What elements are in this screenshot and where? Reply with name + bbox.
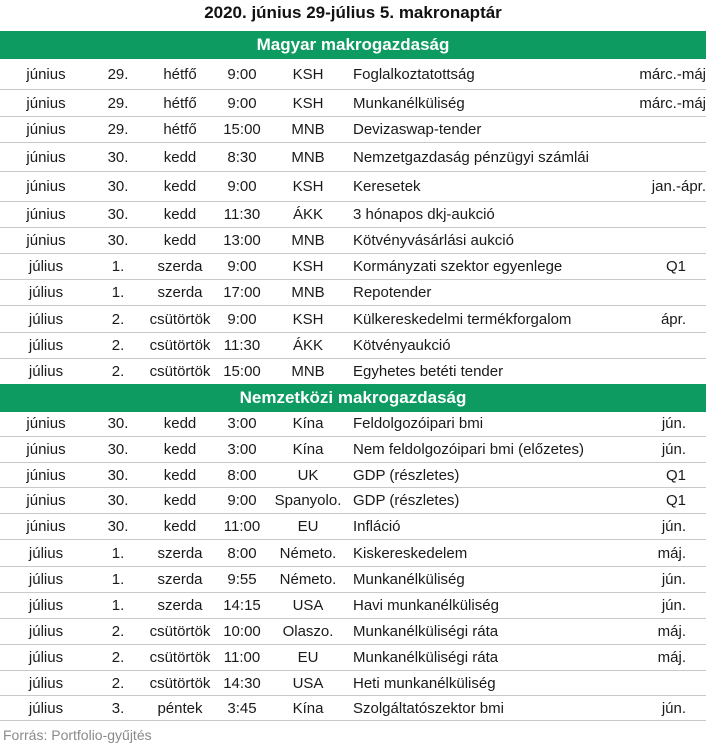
month-cell: július	[28, 699, 64, 717]
event-cell: Egyhetes betéti tender	[353, 363, 504, 380]
month-cell: július	[28, 597, 64, 614]
source-cell: USA	[292, 674, 324, 692]
source-cell: Spanyolo.	[274, 492, 342, 509]
day-cell: 2.	[111, 363, 125, 380]
source-cell: KSH	[292, 310, 324, 328]
time-cell: 9:55	[227, 571, 257, 588]
event-cell: Nem feldolgozóipari bmi (előzetes)	[353, 441, 584, 458]
table-row	[0, 117, 706, 143]
period-cell: jún.	[661, 518, 686, 535]
day-cell: 29.	[107, 66, 129, 83]
event-cell: Foglalkoztatottság	[353, 66, 475, 83]
weekday-cell: kedd	[163, 415, 197, 432]
day-cell: 29.	[107, 121, 129, 138]
month-cell: június	[26, 121, 66, 138]
time-cell: 9:00	[227, 94, 257, 112]
event-cell: Külkereskedelmi termékforgalom	[353, 310, 572, 328]
time-cell: 9:00	[227, 310, 257, 328]
day-cell: 1.	[111, 284, 125, 301]
time-cell: 11:00	[223, 649, 261, 666]
table-row	[0, 143, 706, 172]
time-cell: 3:00	[227, 415, 257, 432]
day-cell: 2.	[111, 337, 125, 354]
day-cell: 29.	[107, 94, 129, 112]
table-row	[0, 437, 706, 463]
month-cell: július	[28, 310, 64, 328]
weekday-cell: csütörtök	[149, 310, 211, 328]
weekday-cell: kedd	[163, 178, 197, 195]
table-row	[0, 60, 706, 90]
time-cell: 15:00	[223, 121, 261, 138]
time-cell: 9:00	[227, 258, 257, 275]
weekday-cell: kedd	[163, 466, 197, 484]
period-cell: Q1	[665, 492, 686, 509]
source-cell: Németo.	[279, 544, 337, 562]
period-cell: jún.	[661, 699, 686, 717]
month-cell: június	[26, 492, 66, 509]
source-cell: Kína	[292, 415, 324, 432]
time-cell: 10:00	[223, 623, 261, 640]
period-cell: jún.	[661, 571, 686, 588]
day-cell: 30.	[107, 178, 129, 195]
source-cell: EU	[297, 518, 319, 535]
period-cell: jan.-ápr.	[651, 178, 706, 195]
month-cell: június	[26, 441, 66, 458]
time-cell: 13:00	[223, 232, 261, 249]
weekday-cell: szerda	[157, 544, 203, 562]
section-header-international: Nemzetközi makrogazdaság	[0, 384, 706, 412]
event-cell: Kiskereskedelem	[353, 544, 468, 562]
weekday-cell: csütörtök	[149, 363, 211, 380]
period-cell: máj.	[657, 544, 686, 562]
time-cell: 9:00	[227, 66, 257, 83]
weekday-cell: csütörtök	[149, 623, 211, 640]
period-cell	[610, 333, 706, 358]
month-cell: július	[28, 363, 64, 380]
source-cell: MNB	[291, 232, 325, 249]
weekday-cell: kedd	[163, 206, 197, 223]
table-row	[0, 202, 706, 228]
event-cell: Devizaswap-tender	[353, 121, 482, 138]
day-cell: 1.	[111, 597, 125, 614]
weekday-cell: szerda	[157, 284, 203, 301]
source-cell: KSH	[292, 178, 324, 195]
period-cell: Q1	[665, 466, 686, 484]
month-cell: július	[28, 337, 64, 354]
month-cell: június	[26, 415, 66, 432]
weekday-cell: szerda	[157, 597, 203, 614]
source-cell: MNB	[291, 148, 325, 166]
weekday-cell: kedd	[163, 232, 197, 249]
table-row	[0, 90, 706, 117]
weekday-cell: csütörtök	[149, 674, 211, 692]
source-cell: Kína	[292, 699, 324, 717]
table-row	[0, 593, 706, 619]
weekday-cell: szerda	[157, 258, 203, 275]
day-cell: 2.	[111, 310, 125, 328]
event-cell: Repotender	[353, 284, 432, 301]
source-cell: MNB	[291, 121, 325, 138]
weekday-cell: szerda	[157, 571, 203, 588]
source-cell: UK	[297, 466, 319, 484]
period-cell: jún.	[661, 597, 686, 614]
day-cell: 30.	[107, 441, 129, 458]
source-cell: EU	[297, 649, 319, 666]
month-cell: június	[26, 148, 66, 166]
time-cell: 14:15	[223, 597, 261, 614]
weekday-cell: hétfő	[163, 94, 197, 112]
time-cell: 11:30	[223, 337, 261, 354]
month-cell: június	[26, 232, 66, 249]
month-cell: június	[26, 94, 66, 112]
source-cell: MNB	[291, 284, 325, 301]
month-cell: június	[26, 518, 66, 535]
table-row	[0, 172, 706, 202]
weekday-cell: hétfő	[163, 121, 197, 138]
international-calendar-table	[0, 411, 706, 721]
day-cell: 30.	[107, 232, 129, 249]
table-row	[0, 280, 706, 306]
day-cell: 3.	[111, 699, 125, 717]
period-cell: jún.	[661, 441, 686, 458]
table-row	[0, 463, 706, 488]
hungarian-calendar-table	[0, 60, 706, 385]
table-row	[0, 359, 706, 385]
day-cell: 2.	[111, 623, 125, 640]
event-cell: 3 hónapos dkj-aukció	[353, 206, 495, 223]
table-row	[0, 514, 706, 540]
event-cell: Havi munkanélküliség	[353, 597, 499, 614]
source-note: Forrás: Portfolio-gyűjtés	[3, 727, 152, 743]
event-cell: Munkanélküliségi ráta	[353, 623, 499, 640]
period-cell	[610, 671, 706, 695]
period-cell	[610, 202, 706, 227]
table-row	[0, 306, 706, 333]
time-cell: 14:30	[223, 674, 261, 692]
day-cell: 1.	[111, 544, 125, 562]
period-cell: márc.-máj	[639, 66, 706, 83]
month-cell: július	[28, 284, 64, 301]
time-cell: 3:00	[227, 441, 257, 458]
source-cell: KSH	[292, 66, 324, 83]
day-cell: 30.	[107, 466, 129, 484]
table-row	[0, 228, 706, 254]
period-cell: máj.	[657, 623, 686, 640]
source-cell: KSH	[292, 258, 324, 275]
period-cell	[610, 117, 706, 142]
period-cell	[610, 359, 706, 384]
table-row	[0, 645, 706, 671]
source-cell: ÁKK	[292, 206, 323, 223]
table-row	[0, 567, 706, 593]
source-cell: Németo.	[279, 571, 337, 588]
month-cell: július	[28, 544, 64, 562]
time-cell: 8:00	[227, 544, 257, 562]
table-row	[0, 254, 706, 280]
weekday-cell: péntek	[157, 699, 203, 717]
day-cell: 1.	[111, 571, 125, 588]
day-cell: 1.	[111, 258, 125, 275]
day-cell: 30.	[107, 148, 129, 166]
day-cell: 30.	[107, 206, 129, 223]
source-cell: MNB	[291, 363, 325, 380]
day-cell: 30.	[107, 492, 129, 509]
time-cell: 17:00	[223, 284, 261, 301]
table-row	[0, 488, 706, 514]
page-title: 2020. június 29-július 5. makronaptár	[204, 3, 502, 22]
event-cell: Munkanélküliségi ráta	[353, 649, 499, 666]
time-cell: 11:00	[223, 518, 261, 535]
event-cell: Kötvényvásárlási aukció	[353, 232, 514, 249]
period-cell	[610, 228, 706, 253]
month-cell: június	[26, 466, 66, 484]
weekday-cell: csütörtök	[149, 649, 211, 666]
source-cell: ÁKK	[292, 337, 323, 354]
source-cell: KSH	[292, 94, 324, 112]
month-cell: június	[26, 178, 66, 195]
event-cell: Infláció	[353, 518, 401, 535]
source-cell: USA	[292, 597, 324, 614]
month-cell: július	[28, 571, 64, 588]
month-cell: június	[26, 66, 66, 83]
event-cell: Feldolgozóipari bmi	[353, 415, 484, 432]
period-cell: máj.	[657, 649, 686, 666]
weekday-cell: kedd	[163, 492, 197, 509]
weekday-cell: kedd	[163, 441, 197, 458]
weekday-cell: kedd	[163, 148, 197, 166]
month-cell: június	[26, 206, 66, 223]
source-cell: Olaszo.	[282, 623, 334, 640]
period-cell: Q1	[665, 258, 686, 275]
day-cell: 30.	[107, 415, 129, 432]
event-cell: GDP (részletes)	[353, 492, 460, 509]
event-cell: Heti munkanélküliség	[353, 674, 496, 692]
day-cell: 30.	[107, 518, 129, 535]
weekday-cell: kedd	[163, 518, 197, 535]
time-cell: 8:00	[227, 466, 257, 484]
month-cell: július	[28, 623, 64, 640]
event-cell: Kötvényaukció	[353, 337, 451, 354]
period-cell: márc.-máj	[639, 94, 706, 112]
event-cell: Munkanélküliség	[353, 571, 465, 588]
table-row	[0, 619, 706, 645]
period-cell	[610, 143, 706, 171]
day-cell: 2.	[111, 674, 125, 692]
event-cell: Kormányzati szektor egyenlege	[353, 258, 563, 275]
month-cell: július	[28, 258, 64, 275]
period-cell: jún.	[661, 415, 686, 432]
time-cell: 3:45	[227, 699, 257, 717]
event-cell: Munkanélküliség	[353, 94, 465, 112]
section-header-hungarian: Magyar makrogazdaság	[0, 31, 706, 59]
time-cell: 9:00	[227, 492, 257, 509]
table-row	[0, 333, 706, 359]
weekday-cell: csütörtök	[149, 337, 211, 354]
table-row	[0, 540, 706, 567]
day-cell: 2.	[111, 649, 125, 666]
period-cell	[610, 280, 706, 305]
table-row	[0, 671, 706, 696]
month-cell: július	[28, 674, 64, 692]
event-cell: Szolgáltatószektor bmi	[353, 699, 504, 717]
month-cell: július	[28, 649, 64, 666]
time-cell: 11:30	[223, 206, 261, 223]
event-cell: Nemzetgazdaság pénzügyi számlái	[353, 148, 589, 166]
table-row	[0, 411, 706, 437]
time-cell: 15:00	[223, 363, 261, 380]
table-row	[0, 696, 706, 721]
event-cell: GDP (részletes)	[353, 466, 460, 484]
time-cell: 9:00	[227, 178, 257, 195]
period-cell: ápr.	[660, 310, 686, 328]
time-cell: 8:30	[227, 148, 257, 166]
source-cell: Kína	[292, 441, 324, 458]
event-cell: Keresetek	[353, 178, 421, 195]
weekday-cell: hétfő	[163, 66, 197, 83]
